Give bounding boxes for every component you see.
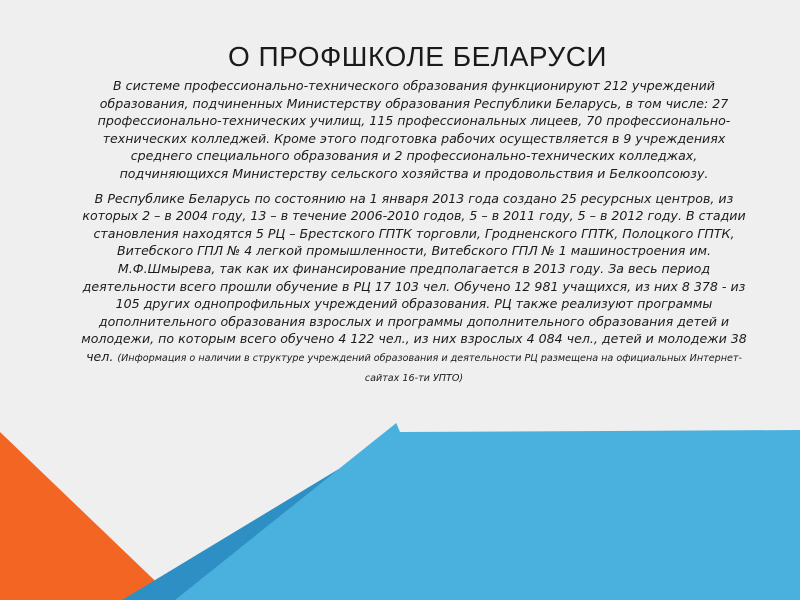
slide-body (80, 77, 748, 394)
paragraph-institutions: В системе профессионально-технического образования функционируют 212 учреждений образования, подчиненных Министерству образования Республики Беларусь, в том числе: 27 профессионально-технических училищ, 115 профессиональных лицеев, 70 профессионально-технических колледжей. Кроме этого подготовка рабочих осуществляется в 9 учреждениях среднего специального образования и 2 профессионально-технических колледжах, подчиняющихся Министерству сельского хозяйства и продовольствия и Белкоопсоюзу. (97, 78, 731, 181)
light-gap-strip (395, 420, 800, 432)
orange-triangle (0, 432, 175, 600)
light-blue-band (175, 420, 800, 600)
slide-title: О ПРОФШКОЛЕ БЕЛАРУСИ (228, 41, 608, 72)
source-note: (Информация о наличии в структуре учреждений образования и деятельности РЦ размещена на официальных Интернет-сайтах 16-ти УПТО) (117, 352, 742, 384)
paragraph-resource-centers (80, 190, 748, 388)
resource-centers-text: В Республике Беларусь по состоянию на 1 января 2013 года создано 25 ресурсных центров, из которых 2 – в 2004 году, 13 – в течение 2006-2010 годов, 5 – в 2011 году, 5 – в 2012 году. В стадии становления находятся 5 РЦ – Брестского ГПТК торговли, Гродненского ГПТК, Полоцкого ГПТК, Витебского ГПЛ № 4 легкой промышленности, Витебского ГПЛ № 1 машиностроения им. М.Ф.Шмырева, так как их финансирование предполагается в 2013 году. За весь период деятельности всего прошли обучение в РЦ 17 103 чел. Обучено 12 981 учащихся, из них 8 378 - из 105 других однопрофильных учреждений образования. РЦ также реализуют программы дополнительного образования взрослых и программы дополнительного образования детей и молодежи, по которым всего обучено 4 122 чел., из них взрослых 4 084 чел., детей и молодежи 38 чел. (81, 190, 747, 364)
